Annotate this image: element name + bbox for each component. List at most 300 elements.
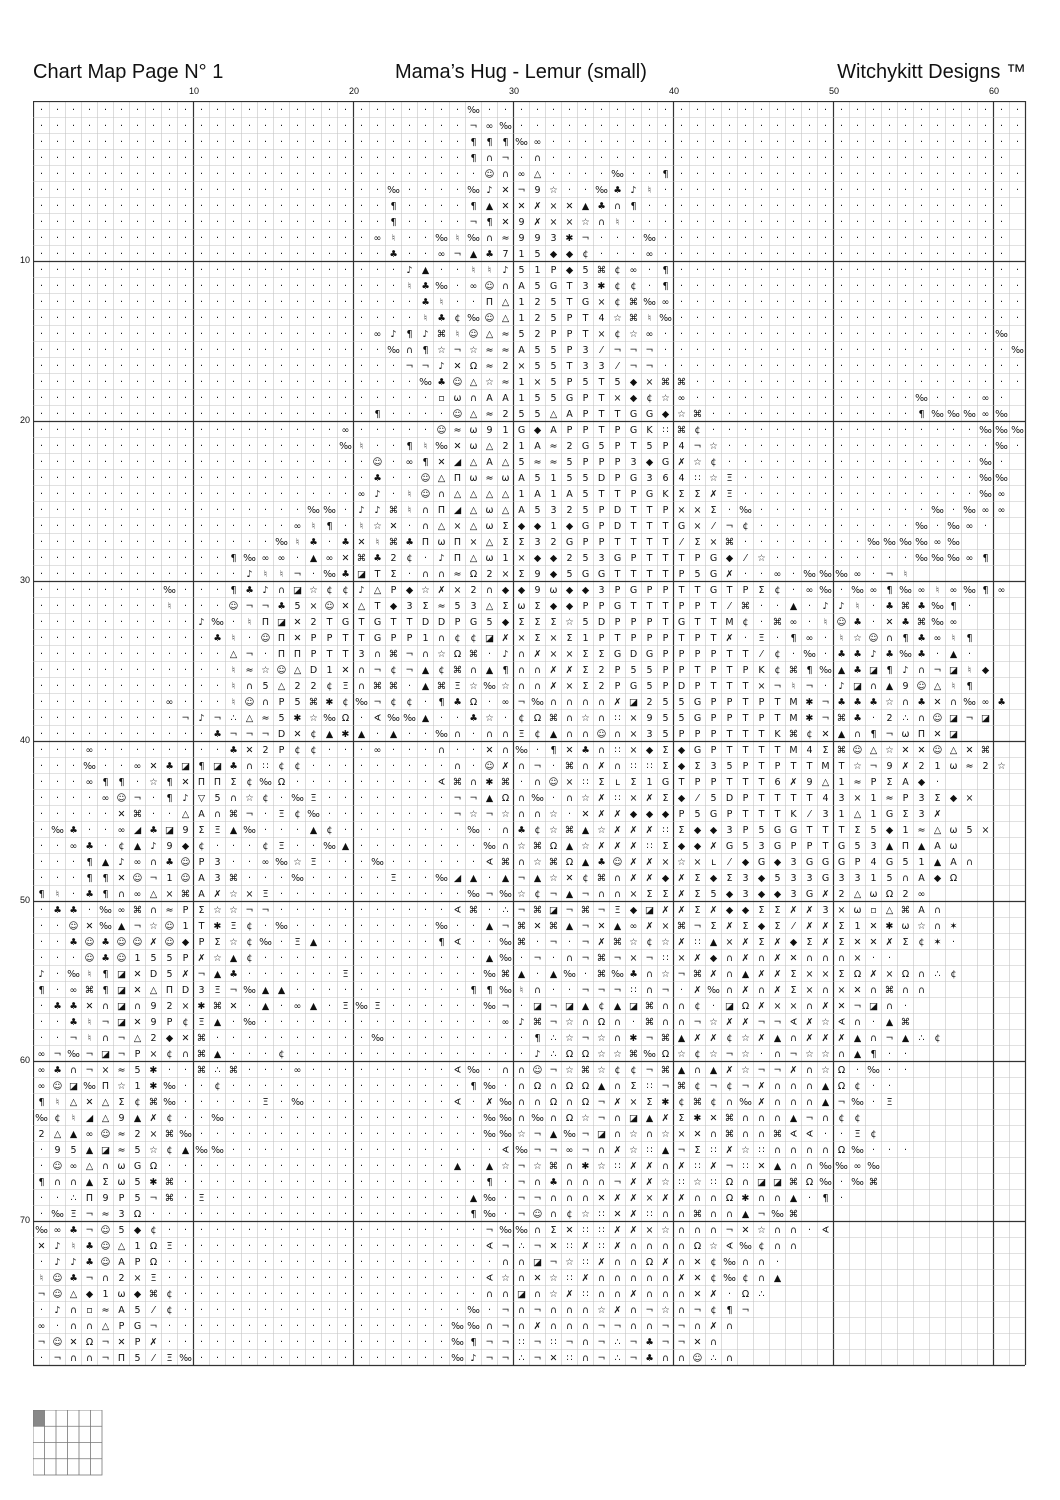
stitch-symbol: ⌘ <box>980 745 991 756</box>
stitch-symbol: ¢ <box>710 457 717 468</box>
stitch-symbol: ∩ <box>278 585 285 596</box>
empty-cell-dot: · <box>151 185 156 196</box>
empty-cell-dot: · <box>983 169 988 180</box>
empty-cell-dot: · <box>71 809 76 820</box>
stitch-symbol: 1 <box>854 921 861 932</box>
stitch-symbol: 5 <box>966 825 973 836</box>
stitch-symbol: ≈ <box>501 345 510 356</box>
empty-cell-dot: · <box>247 425 252 436</box>
stitch-symbol: ¬ <box>581 1145 590 1156</box>
stitch-symbol: ✕ <box>181 1033 190 1044</box>
empty-cell-dot: · <box>407 1033 412 1044</box>
stitch-symbol: ‰ <box>499 937 512 948</box>
stitch-symbol: ∩ <box>614 1257 621 1268</box>
stitch-symbol: ⌘ <box>548 857 559 868</box>
stitch-symbol: ✕ <box>293 633 302 644</box>
stitch-symbol: ⌘ <box>692 969 703 980</box>
empty-cell-dot: · <box>215 121 220 132</box>
stitch-symbol: Ω <box>533 1081 542 1092</box>
empty-cell-dot: · <box>39 809 44 820</box>
stitch-symbol: Ξ <box>262 889 269 900</box>
empty-cell-dot: · <box>455 201 460 212</box>
empty-cell-dot: · <box>327 1209 332 1220</box>
stitch-symbol: ∩ <box>358 665 365 676</box>
stitch-symbol: G <box>629 425 638 436</box>
empty-cell-dot: · <box>327 809 332 820</box>
stitch-symbol: ∩ <box>518 1273 525 1284</box>
stitch-symbol: 1 <box>518 297 525 308</box>
empty-cell-dot: · <box>183 1273 188 1284</box>
stitch-symbol: ‰ <box>995 441 1008 452</box>
empty-cell-dot: · <box>919 489 924 500</box>
stitch-symbol: Σ <box>694 761 701 772</box>
empty-cell-dot: · <box>583 969 588 980</box>
empty-cell-dot: · <box>391 377 396 388</box>
empty-cell-dot: · <box>375 121 380 132</box>
empty-cell-dot: · <box>887 457 892 468</box>
empty-cell-dot: · <box>775 393 780 404</box>
empty-cell-dot: · <box>471 1097 476 1108</box>
stitch-symbol: ✕ <box>693 1289 702 1300</box>
stitch-symbol: ∩ <box>518 1065 525 1076</box>
empty-cell-dot: · <box>807 537 812 548</box>
empty-cell-dot: · <box>199 1257 204 1268</box>
empty-cell-dot: · <box>327 345 332 356</box>
empty-cell-dot: · <box>119 121 124 132</box>
empty-cell-dot: · <box>391 265 396 276</box>
empty-cell-dot: · <box>39 1353 44 1364</box>
empty-cell-dot: · <box>327 1225 332 1236</box>
empty-cell-dot: · <box>183 1257 188 1268</box>
stitch-symbol: T <box>806 761 813 772</box>
empty-cell-dot: · <box>71 441 76 452</box>
stitch-symbol: ¬ <box>581 1033 590 1044</box>
empty-cell-dot: · <box>119 505 124 516</box>
stitch-symbol: ∩ <box>438 569 445 580</box>
empty-cell-dot: · <box>87 217 92 228</box>
stitch-symbol: ∩ <box>214 809 221 820</box>
stitch-symbol: ▲ <box>837 665 846 676</box>
stitch-symbol: ☆ <box>293 857 302 868</box>
stitch-symbol: ♮ <box>423 441 428 452</box>
stitch-symbol: × <box>661 857 670 868</box>
stitch-symbol: ✗ <box>501 761 510 772</box>
empty-cell-dot: · <box>103 825 108 836</box>
stitch-symbol: ▲ <box>741 969 750 980</box>
stitch-symbol: ¬ <box>517 185 526 196</box>
stitch-symbol: ∩ <box>150 905 157 916</box>
empty-cell-dot: · <box>423 105 428 116</box>
stitch-symbol: ∩ <box>758 953 765 964</box>
stitch-symbol: Ξ <box>278 841 285 852</box>
stitch-symbol: ¶ <box>422 345 429 356</box>
stitch-symbol: 9 <box>102 1193 109 1204</box>
stitch-symbol: × <box>149 1049 158 1060</box>
stitch-symbol: ‰ <box>99 905 112 916</box>
stitch-symbol: ▲ <box>741 1209 750 1220</box>
empty-cell-dot: · <box>247 393 252 404</box>
stitch-symbol: P <box>694 681 701 692</box>
empty-cell-dot: · <box>87 281 92 292</box>
empty-cell-dot: · <box>967 457 972 468</box>
stitch-symbol: 2 <box>262 745 269 756</box>
stitch-symbol: 5 <box>166 969 173 980</box>
empty-cell-dot: · <box>263 409 268 420</box>
stitch-symbol: ‰ <box>899 537 912 548</box>
empty-cell-dot: · <box>199 697 204 708</box>
stitch-symbol: T <box>566 361 573 372</box>
stitch-symbol: ∩ <box>422 521 429 532</box>
stitch-symbol: ☺ <box>452 409 463 420</box>
empty-cell-dot: · <box>119 681 124 692</box>
empty-cell-dot: · <box>279 1017 284 1028</box>
empty-cell-dot: · <box>279 361 284 372</box>
stitch-symbol: 5 <box>582 505 589 516</box>
empty-cell-dot: · <box>823 313 828 324</box>
empty-cell-dot: · <box>567 985 572 996</box>
empty-cell-dot: · <box>263 233 268 244</box>
stitch-symbol: ☆ <box>853 761 862 772</box>
stitch-symbol: ✗ <box>181 969 190 980</box>
stitch-symbol: ∩ <box>582 1017 589 1028</box>
empty-cell-dot: · <box>55 1033 60 1044</box>
empty-cell-dot: · <box>119 425 124 436</box>
empty-cell-dot: · <box>903 345 908 356</box>
empty-cell-dot: · <box>343 153 348 164</box>
stitch-symbol: Σ <box>502 521 509 532</box>
empty-cell-dot: · <box>295 297 300 308</box>
stitch-symbol: ✕ <box>37 1241 46 1252</box>
empty-cell-dot: · <box>55 1193 60 1204</box>
empty-cell-dot: · <box>407 425 412 436</box>
empty-cell-dot: · <box>631 1017 636 1028</box>
stitch-symbol: ☺ <box>164 921 175 932</box>
empty-cell-dot: · <box>919 457 924 468</box>
empty-cell-dot: · <box>327 393 332 404</box>
stitch-symbol: ✗ <box>597 937 606 948</box>
stitch-symbol: ∴ <box>902 713 909 724</box>
empty-cell-dot: · <box>199 1225 204 1236</box>
empty-cell-dot: · <box>71 713 76 724</box>
empty-cell-dot: · <box>423 137 428 148</box>
stitch-symbol: P <box>646 585 653 596</box>
empty-cell-dot: · <box>839 137 844 148</box>
stitch-symbol: G <box>613 649 622 660</box>
stitch-symbol: ∷ <box>614 1161 621 1172</box>
empty-cell-dot: · <box>823 537 828 548</box>
empty-cell-dot: · <box>775 553 780 564</box>
empty-cell-dot: · <box>695 329 700 340</box>
empty-cell-dot: · <box>39 313 44 324</box>
empty-cell-dot: · <box>295 345 300 356</box>
stitch-symbol: ¢ <box>246 953 253 964</box>
empty-cell-dot: · <box>183 633 188 644</box>
stitch-symbol: ¬ <box>117 1049 126 1060</box>
empty-cell-dot: · <box>375 1049 380 1060</box>
empty-cell-dot: · <box>871 249 876 260</box>
empty-cell-dot: · <box>711 185 716 196</box>
empty-cell-dot: · <box>407 1353 412 1364</box>
empty-cell-dot: · <box>39 665 44 676</box>
stitch-symbol: 1 <box>134 1081 141 1092</box>
stitch-symbol: T <box>710 681 717 692</box>
empty-cell-dot: · <box>167 185 172 196</box>
empty-cell-dot: · <box>455 713 460 724</box>
empty-cell-dot: · <box>295 249 300 260</box>
empty-cell-dot: · <box>759 617 764 628</box>
stitch-symbol: ▲ <box>213 1017 222 1028</box>
empty-cell-dot: · <box>887 201 892 212</box>
stitch-symbol: P <box>134 1337 141 1348</box>
empty-cell-dot: · <box>327 793 332 804</box>
stitch-symbol: ∞ <box>853 1161 862 1172</box>
stitch-symbol: T <box>742 729 749 740</box>
stitch-symbol: 5 <box>550 313 557 324</box>
empty-cell-dot: · <box>903 425 908 436</box>
empty-cell-dot: · <box>727 361 732 372</box>
stitch-symbol: ☆ <box>549 825 558 836</box>
empty-cell-dot: · <box>215 217 220 228</box>
empty-cell-dot: · <box>151 793 156 804</box>
empty-cell-dot: · <box>247 857 252 868</box>
stitch-symbol: ∩ <box>614 201 621 212</box>
stitch-symbol: 5 <box>294 601 301 612</box>
stitch-symbol: ♮ <box>951 681 956 692</box>
empty-cell-dot: · <box>119 761 124 772</box>
empty-cell-dot: · <box>71 777 76 788</box>
empty-cell-dot: · <box>647 153 652 164</box>
empty-cell-dot: · <box>279 969 284 980</box>
stitch-symbol: ☺ <box>100 1241 111 1252</box>
stitch-symbol: 2 <box>166 1001 173 1012</box>
stitch-symbol: ∞ <box>37 1049 46 1060</box>
stitch-symbol: P <box>598 505 605 516</box>
stitch-symbol: × <box>517 633 526 644</box>
empty-cell-dot: · <box>983 441 988 452</box>
stitch-symbol: ◢ <box>453 457 462 468</box>
stitch-symbol: ¬ <box>741 1081 750 1092</box>
empty-cell-dot: · <box>263 1017 268 1028</box>
stitch-symbol: ◆ <box>133 1289 142 1300</box>
empty-cell-dot: · <box>71 105 76 116</box>
stitch-symbol: ✕ <box>933 729 942 740</box>
empty-cell-dot: · <box>887 313 892 324</box>
stitch-symbol: ☆ <box>549 1273 558 1284</box>
empty-cell-dot: · <box>199 1177 204 1188</box>
stitch-symbol: 5 <box>534 249 541 260</box>
stitch-symbol: ‰ <box>403 713 416 724</box>
stitch-symbol: ♮ <box>455 329 460 340</box>
stitch-symbol: ∩ <box>790 1097 797 1108</box>
empty-cell-dot: · <box>231 105 236 116</box>
stitch-symbol: T <box>662 617 669 628</box>
stitch-symbol: ◆ <box>677 793 686 804</box>
empty-cell-dot: · <box>215 1177 220 1188</box>
empty-cell-dot: · <box>167 345 172 356</box>
empty-cell-dot: · <box>215 1321 220 1332</box>
empty-cell-dot: · <box>983 121 988 132</box>
stitch-symbol: ✕ <box>613 1209 622 1220</box>
stitch-symbol: ☺ <box>116 953 127 964</box>
empty-cell-dot: · <box>71 953 76 964</box>
empty-cell-dot: · <box>39 377 44 388</box>
stitch-symbol: ☆ <box>661 393 670 404</box>
empty-cell-dot: · <box>375 441 380 452</box>
empty-cell-dot: · <box>887 1081 892 1092</box>
empty-cell-dot: · <box>503 713 508 724</box>
empty-cell-dot: · <box>215 1289 220 1300</box>
stitch-symbol: ⌘ <box>228 873 239 884</box>
stitch-symbol: ✗ <box>693 985 702 996</box>
empty-cell-dot: · <box>311 841 316 852</box>
empty-cell-dot: · <box>759 393 764 404</box>
stitch-symbol: ∞ <box>133 857 142 868</box>
stitch-symbol: ∢ <box>453 1097 462 1108</box>
empty-cell-dot: · <box>471 1177 476 1188</box>
stitch-symbol: Ω <box>453 649 462 660</box>
stitch-symbol: 5 <box>662 713 669 724</box>
empty-cell-dot: · <box>391 921 396 932</box>
stitch-symbol: ♣ <box>517 825 526 836</box>
stitch-symbol: ∩ <box>694 1065 701 1076</box>
stitch-symbol: ◪ <box>69 1081 78 1092</box>
stitch-symbol: G <box>661 777 670 788</box>
empty-cell-dot: · <box>135 409 140 420</box>
empty-cell-dot: · <box>807 601 812 612</box>
empty-cell-dot: · <box>295 281 300 292</box>
stitch-symbol: Σ <box>694 1145 701 1156</box>
stitch-symbol: ☆ <box>581 1209 590 1220</box>
stitch-symbol: ¢ <box>694 1049 701 1060</box>
stitch-symbol: ☆ <box>741 1049 750 1060</box>
stitch-symbol: ▲ <box>469 873 478 884</box>
empty-cell-dot: · <box>103 553 108 564</box>
empty-cell-dot: · <box>807 137 812 148</box>
empty-cell-dot: · <box>951 185 956 196</box>
stitch-symbol: ✕ <box>693 1337 702 1348</box>
stitch-symbol: × <box>645 1193 654 1204</box>
empty-cell-dot: · <box>999 105 1004 116</box>
stitch-symbol: P <box>662 633 669 644</box>
stitch-symbol: ‰ <box>163 585 176 596</box>
empty-cell-dot: · <box>743 137 748 148</box>
empty-cell-dot: · <box>103 665 108 676</box>
stitch-symbol: ‰ <box>179 1129 192 1140</box>
stitch-symbol: ¢ <box>582 873 589 884</box>
stitch-symbol: ☆ <box>245 793 254 804</box>
empty-cell-dot: · <box>439 1049 444 1060</box>
stitch-symbol: × <box>725 937 734 948</box>
stitch-symbol: ▲ <box>821 1097 830 1108</box>
stitch-symbol: Σ <box>646 1097 653 1108</box>
designer-name: Witchykitt Designs ™ <box>837 61 1026 83</box>
empty-cell-dot: · <box>839 361 844 372</box>
empty-cell-dot: · <box>231 1257 236 1268</box>
empty-cell-dot: · <box>407 841 412 852</box>
stitch-symbol: ✗ <box>709 969 718 980</box>
empty-cell-dot: · <box>679 297 684 308</box>
empty-cell-dot: · <box>295 841 300 852</box>
stitch-symbol: 5 <box>118 1225 125 1236</box>
empty-cell-dot: · <box>199 425 204 436</box>
stitch-symbol: △ <box>949 745 958 756</box>
empty-cell-dot: · <box>423 1097 428 1108</box>
stitch-symbol: P <box>310 633 317 644</box>
stitch-symbol: 3 <box>214 873 221 884</box>
stitch-symbol: ∞ <box>965 553 974 564</box>
stitch-symbol: ¬ <box>501 153 510 164</box>
empty-cell-dot: · <box>823 249 828 260</box>
stitch-symbol: Σ <box>838 969 845 980</box>
empty-cell-dot: · <box>999 393 1004 404</box>
stitch-symbol: 2 <box>598 665 605 676</box>
stitch-symbol: 1 <box>870 793 877 804</box>
stitch-symbol: ♣ <box>309 537 318 548</box>
stitch-symbol: 2 <box>886 713 893 724</box>
stitch-symbol: ▲ <box>501 873 510 884</box>
stitch-symbol: G <box>709 585 718 596</box>
empty-cell-dot: · <box>807 1193 812 1204</box>
empty-cell-dot: · <box>311 169 316 180</box>
empty-cell-dot: · <box>855 137 860 148</box>
empty-cell-dot: · <box>71 153 76 164</box>
stitch-symbol: ¬ <box>101 1337 110 1348</box>
empty-cell-dot: · <box>375 153 380 164</box>
stitch-symbol: ʟ <box>711 857 716 868</box>
stitch-symbol: T <box>646 505 653 516</box>
empty-cell-dot: · <box>199 1113 204 1124</box>
empty-cell-dot: · <box>103 521 108 532</box>
empty-cell-dot: · <box>151 809 156 820</box>
stitch-symbol: ♪ <box>54 1241 61 1252</box>
stitch-symbol: Ω <box>741 1001 750 1012</box>
empty-cell-dot: · <box>983 521 988 532</box>
stitch-symbol: ¢ <box>742 1273 749 1284</box>
empty-cell-dot: · <box>343 361 348 372</box>
empty-cell-dot: · <box>423 1001 428 1012</box>
empty-cell-dot: · <box>855 361 860 372</box>
stitch-symbol: ‰ <box>819 569 832 580</box>
empty-cell-dot: · <box>775 361 780 372</box>
empty-cell-dot: · <box>279 1145 284 1156</box>
stitch-symbol: ∩ <box>518 809 525 820</box>
empty-cell-dot: · <box>455 921 460 932</box>
empty-cell-dot: · <box>759 153 764 164</box>
stitch-symbol: ∩ <box>710 1225 717 1236</box>
stitch-symbol: Ξ <box>310 857 317 868</box>
empty-cell-dot: · <box>951 505 956 516</box>
empty-cell-dot: · <box>583 153 588 164</box>
empty-cell-dot: · <box>535 969 540 980</box>
empty-cell-dot: · <box>327 1161 332 1172</box>
empty-cell-dot: · <box>423 889 428 900</box>
stitch-symbol: ‰ <box>739 1097 752 1108</box>
empty-cell-dot: · <box>231 841 236 852</box>
empty-cell-dot: · <box>519 153 524 164</box>
stitch-symbol: ✕ <box>453 441 462 452</box>
stitch-symbol: ▲ <box>565 921 574 932</box>
empty-cell-dot: · <box>295 425 300 436</box>
empty-cell-dot: · <box>151 569 156 580</box>
empty-cell-dot: · <box>135 697 140 708</box>
empty-cell-dot: · <box>119 297 124 308</box>
stitch-symbol: ∩ <box>518 857 525 868</box>
stitch-symbol: ¢ <box>614 265 621 276</box>
empty-cell-dot: · <box>247 329 252 340</box>
empty-cell-dot: · <box>519 1033 524 1044</box>
stitch-symbol: ¢ <box>534 825 541 836</box>
empty-cell-dot: · <box>279 489 284 500</box>
